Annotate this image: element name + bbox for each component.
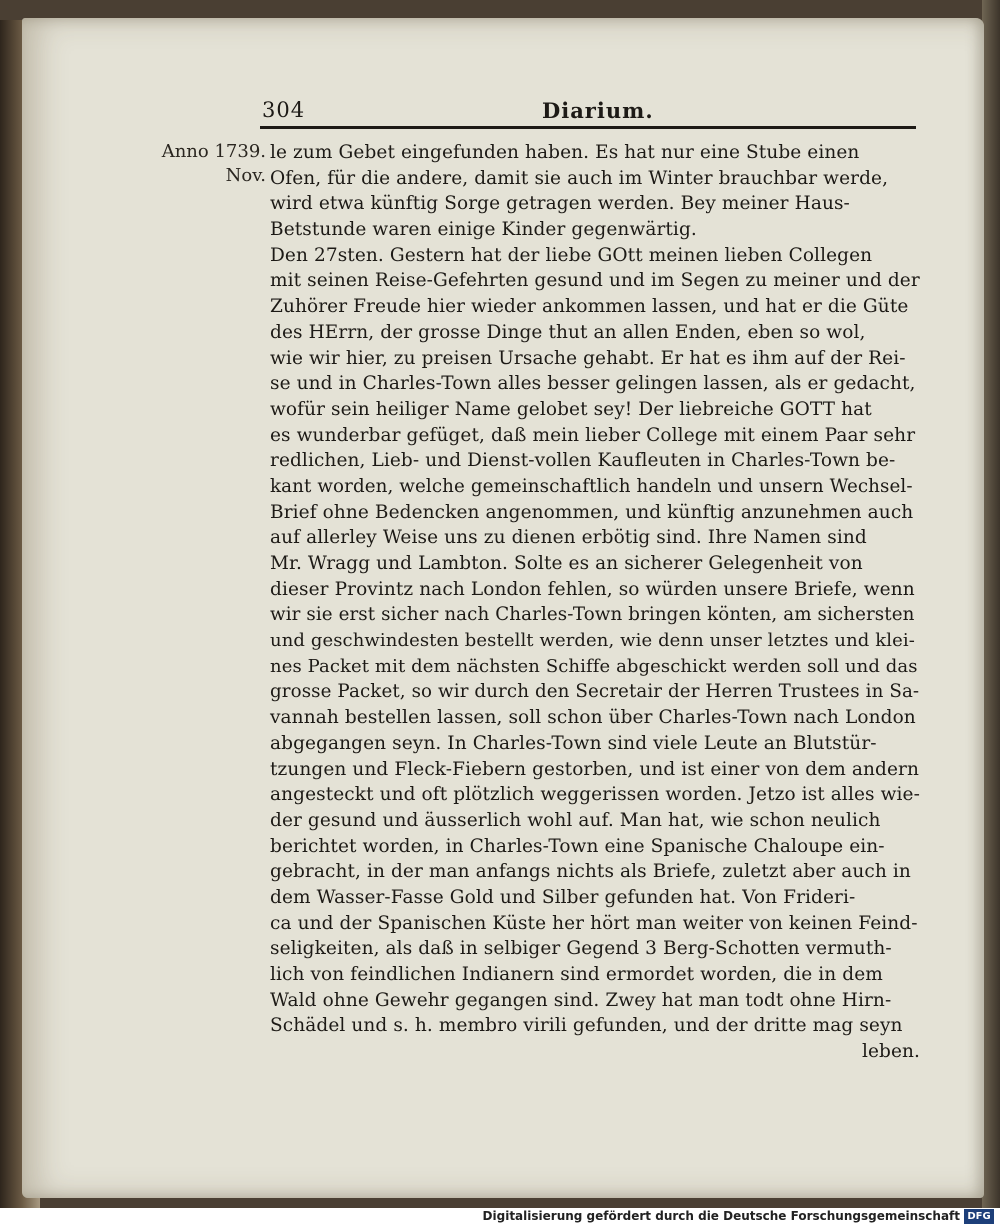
text-line: wie wir hier, zu preisen Ursache gehabt. Er hat es ihm auf der Rei- — [270, 347, 906, 369]
text-line: leben. — [861, 1041, 920, 1063]
text-line: dem Wasser-Fasse Gold und Silber gefunden hat. Von Frideri- — [270, 886, 856, 908]
text-line: Brief ohne Bedencken angenommen, und künftig anzunehmen auch — [270, 501, 914, 523]
text-line: mit seinen Reise-Gefehrten gesund und im Segen zu meiner und der — [270, 270, 920, 292]
running-title: Diarium. — [542, 98, 654, 123]
text-line: Wald ohne Gewehr gegangen sind. Zwey hat man todt ohne Hirn- — [270, 989, 892, 1011]
body-text — [270, 140, 920, 1065]
text-line: tzungen und Fleck-Fiebern gestorben, und ist einer von dem andern — [270, 758, 919, 780]
text-line: dieser Provintz nach London fehlen, so würden unsere Briefe, wenn — [270, 578, 915, 600]
text-line: abgegangen seyn. In Charles-Town sind viele Leute an Blutstür- — [270, 732, 877, 754]
text-line: gebracht, in der man anfangs nichts als Briefe, zuletzt aber auch in — [270, 861, 911, 883]
footer-bar — [0, 1208, 1000, 1226]
text-line: Schädel und s. h. membro virili gefunden, und der dritte mag seyn — [270, 1015, 903, 1037]
text-line: und geschwindesten bestellt werden, wie denn unser letztes und klei- — [270, 630, 915, 652]
page-number: 304 — [262, 98, 306, 122]
text-line: wir sie erst sicher nach Charles-Town bringen könten, am sichersten — [270, 604, 915, 626]
margin-note-month: Nov. — [225, 165, 266, 186]
text-line: Mr. Wragg und Lambton. Solte es an sicherer Gelegenheit von — [270, 553, 863, 574]
digitization-credit: Digitalisierung gefördert durch die Deutsche Forschungsgemeinschaft — [482, 1209, 960, 1223]
text-line: grosse Packet, so wir durch den Secretair der Herren Trustees in Sa- — [270, 681, 920, 703]
text-line: le zum Gebet eingefunden haben. Es hat nur eine Stube einen — [270, 142, 860, 163]
text-line: des HErrn, der grosse Dinge thut an allen Enden, eben so wol, — [270, 321, 866, 343]
text-line: Den 27sten. Gestern hat der liebe GOtt meinen lieben Collegen — [270, 244, 873, 266]
dfg-logo-icon: DFG — [964, 1209, 994, 1224]
page-edge — [982, 0, 1000, 1208]
text-line: angesteckt und oft plötzlich weggerissen worden. Jetzo ist alles wie- — [270, 784, 920, 806]
margin-note — [148, 140, 266, 188]
text-line: Ofen, für die andere, damit sie auch im Winter brauchbar werde, — [270, 167, 889, 189]
text-line: se und in Charles-Town alles besser gelingen lassen, als er gedacht, — [270, 373, 916, 395]
text-line: kant worden, welche gemeinschaftlich handeln und unsern Wechsel- — [270, 475, 913, 497]
text-line: wird etwa künftig Sorge getragen werden. Bey meiner Haus- — [270, 193, 850, 215]
text-line: seligkeiten, als daß in selbiger Gegend 3 Berg-Schotten vermuth- — [270, 938, 892, 960]
header-rule — [260, 126, 916, 129]
text-line: nes Packet mit dem nächsten Schiffe abgeschickt werden soll und das — [270, 655, 918, 677]
text-line: es wunderbar gefüget, daß mein lieber College mit einem Paar sehr — [270, 424, 916, 446]
text-line: Zuhörer Freude hier wieder ankommen lassen, und hat er die Güte — [270, 296, 909, 318]
text-line: vannah bestellen lassen, soll schon über Charles-Town nach London — [270, 707, 916, 729]
text-line: ca und der Spanischen Küste her hört man weiter von keinen Feind- — [270, 912, 918, 934]
text-line: auf allerley Weise uns zu dienen erbötig sind. Ihre Namen sind — [270, 527, 867, 549]
text-line: lich von feindlichen Indianern sind ermordet worden, die in dem — [270, 964, 883, 985]
text-line: wofür sein heiliger Name gelobet sey! Der liebreiche GOTT hat — [270, 398, 872, 420]
margin-note-year: Anno 1739. — [161, 141, 266, 162]
text-line: berichtet worden, in Charles-Town eine Spanische Chaloupe ein- — [270, 835, 885, 857]
text-line: der gesund und äusserlich wohl auf. Man hat, wie schon neulich — [270, 809, 881, 831]
text-line: Betstunde waren einige Kinder gegenwärtig. — [270, 219, 697, 241]
page-header — [262, 98, 912, 128]
text-line: redlichen, Lieb- und Dienst-vollen Kaufleuten in Charles-Town be- — [270, 450, 896, 472]
